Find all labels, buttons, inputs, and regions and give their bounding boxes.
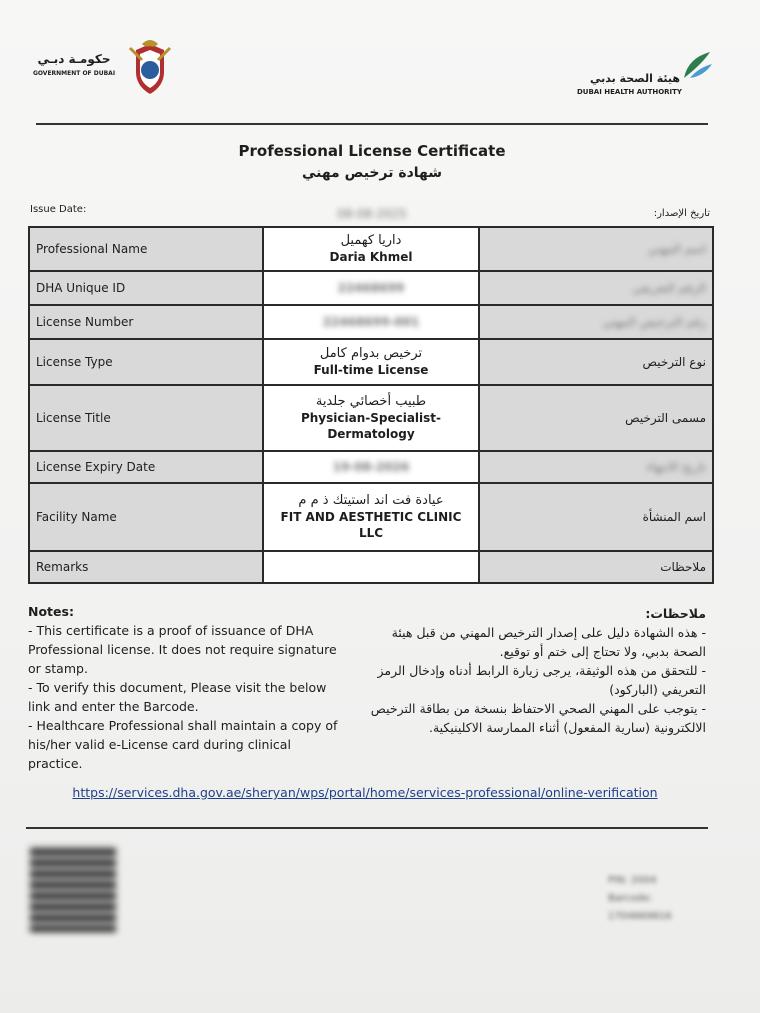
verification-link[interactable]: https://services.dha.gov.ae/sheryan/wps/portal/home/services-professional/online-verification — [72, 785, 658, 800]
certificate-title-ar: شهادة ترخيص مهني — [301, 165, 443, 181]
license-title-en: Physician-Specialist-Dermatology — [300, 411, 442, 441]
gov-name-ar: حكومـة دبـي — [37, 52, 111, 66]
note-line-ar: - هذه الشهادة دليل على إصدار الترخيص المهني من قبل هيئة الصحة بدبي، ولا تحتاج إلى ختم أو توقيع. — [391, 625, 706, 659]
notes-ar — [370, 604, 706, 737]
table-row-professional-name — [29, 227, 713, 271]
row-label-ar — [479, 271, 713, 305]
table-row-license-number — [29, 305, 713, 339]
footer-codes — [608, 872, 708, 926]
footer-divider — [26, 827, 708, 829]
row-label-en: License Title — [29, 385, 263, 451]
license-type-en: Full-time License — [313, 363, 429, 377]
dha-unique-id: 22468699 — [337, 281, 405, 295]
row-value — [263, 483, 479, 551]
license-expiry-date: 19-08-2026 — [332, 460, 410, 474]
note-line-en: - To verify this document, Please visit the below link and enter the Barcode. — [28, 680, 327, 714]
table-row-facility — [29, 483, 713, 551]
note-line-en: - This certificate is a proof of issuance of DHA Professional license. It does not require signature or stamp. — [28, 623, 337, 676]
note-line-ar: - للتحقق من هذه الوثيقة، يرجى زيارة الرابط أدناه وإدخال الرمز التعريفي (الباركود) — [377, 663, 706, 697]
row-label-en: Facility Name — [29, 483, 263, 551]
table-row-dha-id — [29, 271, 713, 305]
row-value — [263, 305, 479, 339]
row-label-ar-text: تاريخ الانتهاء — [646, 460, 706, 474]
gov-name-en: GOVERNMENT OF DUBAI — [32, 70, 116, 77]
row-label-ar-text: رقم الترخيص المهني — [602, 315, 706, 329]
dha-name-ar: هيئة الصحة بدبي — [589, 72, 680, 85]
row-value — [263, 227, 479, 271]
remarks-value — [263, 551, 479, 583]
dha-leaf-icon — [680, 48, 714, 82]
note-line-en: - Healthcare Professional shall maintain a copy of his/her valid e-License card during clinical practice. — [28, 718, 338, 771]
pin-text: PIN: 2004 — [608, 875, 657, 886]
row-label-ar — [479, 451, 713, 483]
row-label-ar: ملاحظات — [479, 551, 713, 583]
row-label-en: Professional Name — [29, 227, 263, 271]
license-title-ar: طبيب أخصائي جلدية — [315, 394, 427, 409]
header-divider — [36, 123, 708, 125]
dubai-emblem-icon — [120, 38, 180, 98]
row-label-en: Remarks — [29, 551, 263, 583]
row-label-en: License Number — [29, 305, 263, 339]
row-label-ar-text: الرقم التعريفي — [632, 281, 706, 295]
professional-name-ar: داريا كهميل — [340, 233, 402, 248]
row-label-ar: مسمى الترخيص — [479, 385, 713, 451]
notes-en — [28, 602, 344, 773]
note-line-ar: - يتوجب على المهني الصحي الاحتفاظ بنسخة من بطاقة الترخيص الالكترونية (سارية المفعول) أثناء الممارسة الاكلينيكية. — [370, 701, 706, 735]
professional-name-en: Daria Khmel — [329, 250, 413, 264]
facility-name-en: FIT AND AESTHETIC CLINIC LLC — [280, 510, 462, 540]
table-row-remarks — [29, 551, 713, 583]
license-details-table — [28, 226, 714, 584]
row-label-en: License Type — [29, 339, 263, 385]
barcode-text: Barcode: 1704669816 — [608, 893, 672, 922]
license-type-ar: ترخيص بدوام كامل — [319, 346, 423, 361]
row-label-en: License Expiry Date — [29, 451, 263, 483]
row-value — [263, 451, 479, 483]
license-number: 22468699-001 — [322, 315, 420, 329]
dha-logo — [570, 48, 720, 104]
row-label-ar — [479, 227, 713, 271]
issue-date-value — [300, 207, 444, 221]
issue-date-label-ar: تاريخ الإصدار: — [653, 208, 710, 219]
notes-heading-ar: ملاحظات: — [645, 606, 706, 621]
table-row-license-type — [29, 339, 713, 385]
row-label-en: DHA Unique ID — [29, 271, 263, 305]
row-value — [263, 385, 479, 451]
government-of-dubai-logo — [30, 38, 190, 100]
row-value — [263, 271, 479, 305]
notes-heading-en: Notes: — [28, 604, 74, 619]
row-label-ar: اسم المنشأة — [479, 483, 713, 551]
issue-date-text: 08-08-2025 — [337, 207, 407, 221]
row-value — [263, 339, 479, 385]
row-label-ar — [479, 305, 713, 339]
certificate-title-en: Professional License Certificate — [238, 142, 506, 160]
row-label-ar: نوع الترخيص — [479, 339, 713, 385]
dha-name-en: DUBAI HEALTH AUTHORITY — [576, 88, 682, 96]
table-row-license-title — [29, 385, 713, 451]
issue-date-label-en: Issue Date: — [30, 204, 87, 215]
facility-name-ar: عيادة فت اند استيتك ذ م م — [298, 493, 444, 508]
qr-code-image — [30, 846, 116, 932]
row-label-ar-text: اسم المهني — [647, 242, 706, 256]
table-row-expiry — [29, 451, 713, 483]
